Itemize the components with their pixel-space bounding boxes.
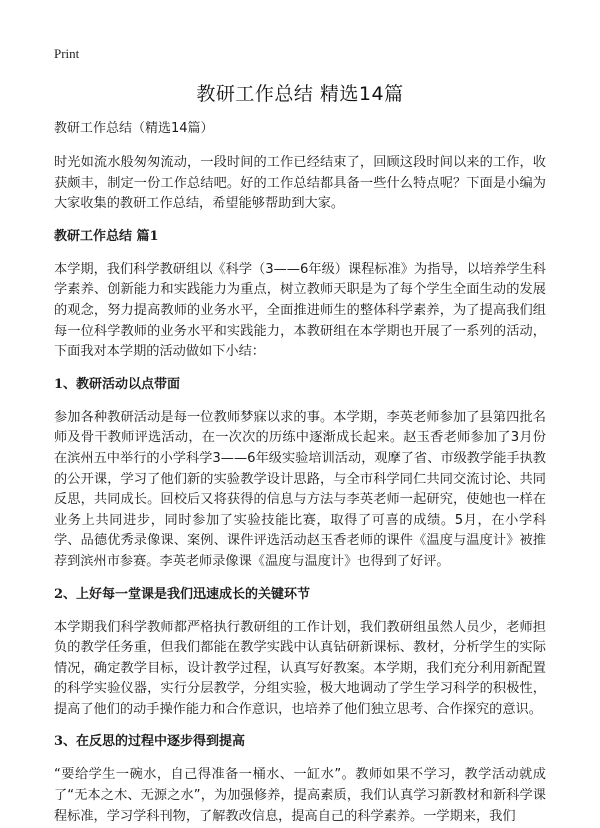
section-heading-3: 3、在反思的过程中逐步得到提高	[54, 734, 246, 750]
section-body-3: “要给学生一碗水，自己得准备一桶水、一缸水”。教师如果不学习，教学活动就成了“无本之木、无源之水”，为加强修养，提高素质，我们认真学习新教材和新科学课程标准，学习学科刊物，了解教改信息，提高自己的科学素养。一学期来，我们	[54, 767, 546, 824]
article-intro-paragraph: 本学期，我们科学教研组以《科学（3——6年级）课程标准》为指导，以培养学生科学素养、创新能力和实践能力为重点，树立教师天职是为了每个学生全面生动的发展的观念，努力提高教师的业务水平，全面推进师生的整体科学素养，为了提高我们组每一位科学教师的业务水平和实践能力，本教研组在本学期也开展了一系列的活动，下面我对本学期的活动做如下小结：	[54, 261, 546, 360]
section-heading-1: 1、教研活动以点带面	[54, 376, 181, 392]
page-title: 教研工作总结 精选14篇	[196, 83, 404, 105]
article-heading: 教研工作总结 篇1	[54, 228, 159, 244]
section-heading-2: 2、上好每一堂课是我们迅速成长的关键环节	[54, 586, 311, 602]
document-subtitle: 教研工作总结（精选14篇）	[54, 121, 214, 136]
section-body-1: 参加各种教研活动是每一位教师梦寐以求的事。本学期，李英老师参加了县第四批名师及骨干教师评选活动，在一次次的历练中逐渐成长起来。赵玉香老师参加了3月份在滨州五中举行的小学科学3——6年级实验培训活动，观摩了省、市级教学能手执教的公开课，学习了他们新的实验教学设计思路，与全市科学同仁共同交流讨论、共同反思，共同成长。回校后又将获得的信息与方法与李英老师一起研究，使她也一样在业务上共同进步，同时参加了实验技能比赛，取得了可喜的成绩。5月，在小学科学、品德优秀录像课、案例、课件评选活动赵玉香老师的课件《温度与温度计》被推荐到滨州市参赛。李英老师录像课《温度与温度计》也得到了好评。	[54, 409, 546, 569]
intro-paragraph: 时光如流水般匆匆流动，一段时间的工作已经结束了，回顾这段时间以来的工作，收获颇丰，制定一份工作总结吧。好的工作总结都具备一些什么特点呢？下面是小编为大家收集的教研工作总结，希望能够帮助到大家。	[54, 155, 546, 212]
print-label: Print	[54, 46, 80, 61]
section-body-2: 本学期我们科学教师都严格执行教研组的工作计划，我们教研组虽然人员少，老师担负的教学任务重，但我们都能在教学实践中认真钻研新课标、教材，分析学生的实际情况，确定教学目标，设计教学过程，认真写好教案。本学期，我们充分利用新配置的科学实验仪器，实行分层教学，分组实验，极大地调动了学生学习科学的积极性，提高了他们的动手操作能力和合作意识，也培养了他们独立思考、合作探究的意识。	[54, 619, 546, 717]
document-body	[54, 120, 546, 827]
